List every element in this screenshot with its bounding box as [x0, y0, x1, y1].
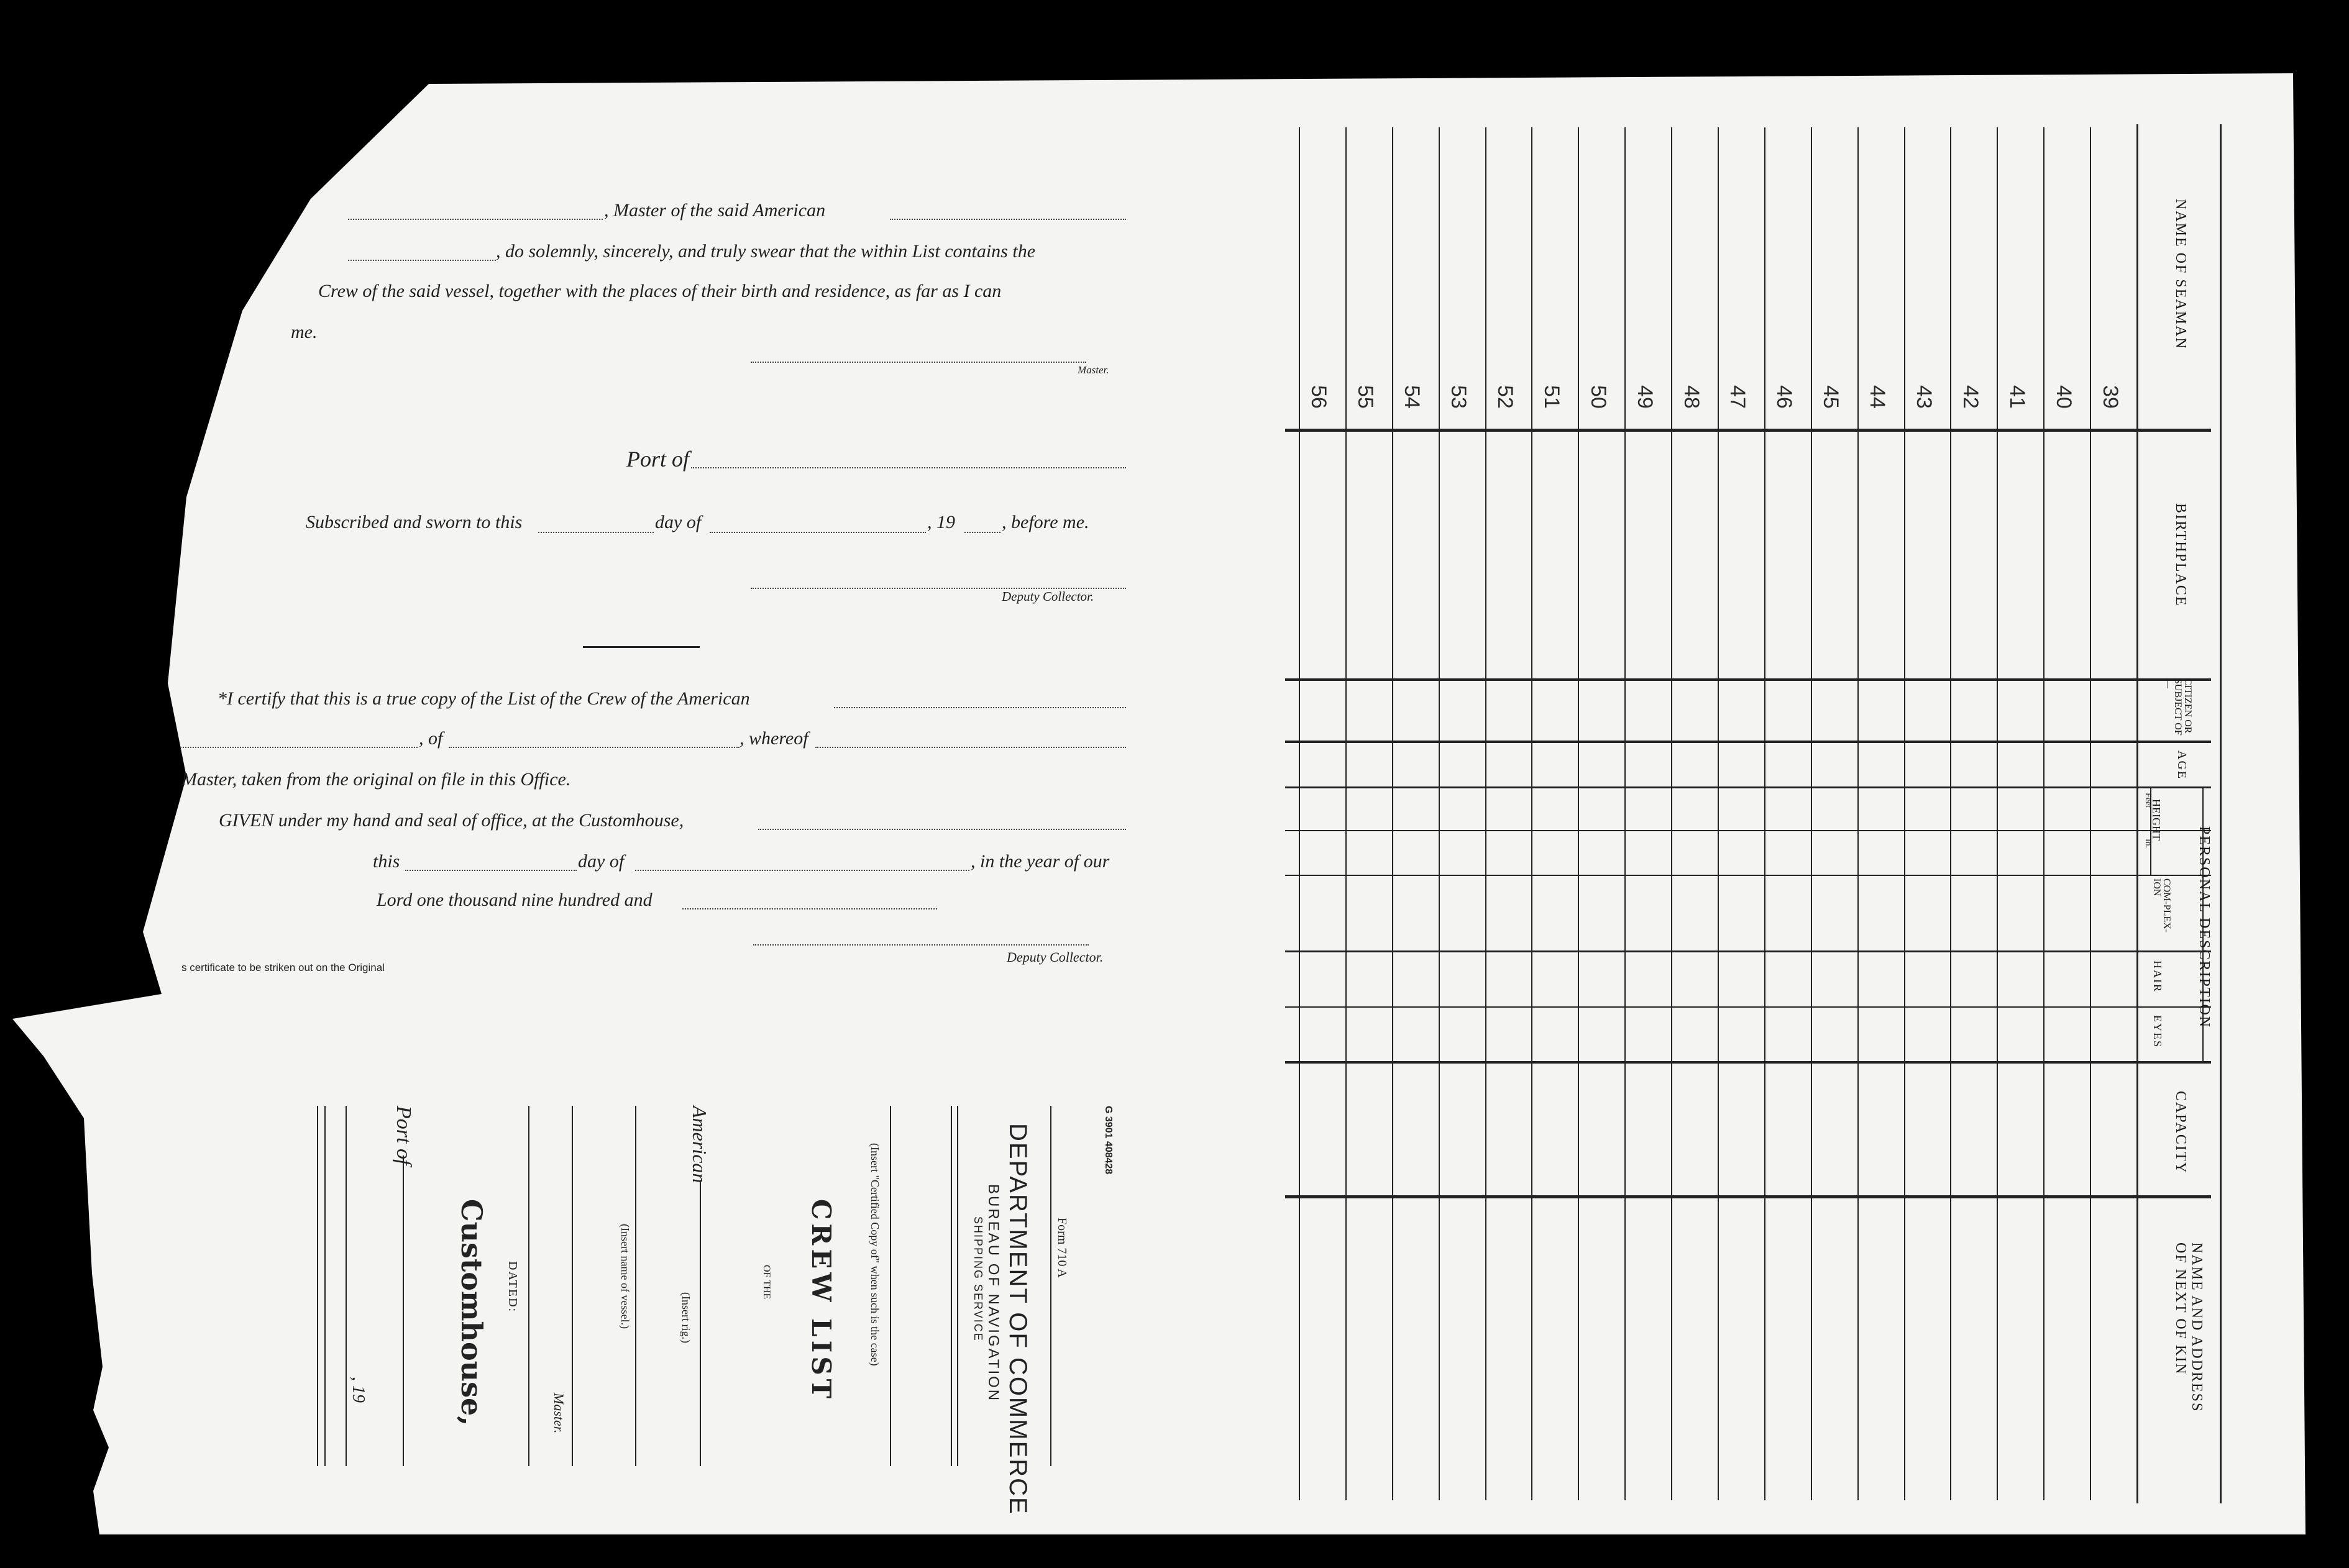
row-number: 46	[1772, 385, 1796, 409]
row-number: 41	[2005, 385, 2029, 409]
header-hair: HAIR	[2151, 960, 2164, 993]
port-of-label: Port of	[626, 447, 690, 472]
row-divider	[2090, 127, 2091, 1500]
row-divider	[1764, 127, 1765, 1500]
row-number: 40	[2052, 385, 2076, 409]
certificate-year: , in the year of our	[971, 851, 1110, 872]
certificate-of: , of	[419, 728, 443, 749]
row-divider	[1392, 127, 1393, 1500]
certificate-line4: GIVEN under my hand and seal of office, at the Customhouse,	[219, 810, 684, 831]
row-divider	[1439, 127, 1440, 1500]
header-height: HEIGHT	[2150, 799, 2163, 841]
subscribed-c: , 19	[927, 512, 955, 532]
row-number: 52	[1493, 385, 1517, 409]
deputy-collector-caption: Deputy Collector.	[1002, 589, 1094, 604]
certificate-deputy-collector: Deputy Collector.	[1007, 949, 1104, 965]
row-number: 55	[1353, 385, 1377, 409]
header-eyes: EYES	[2151, 1015, 2164, 1048]
row-divider	[1345, 127, 1347, 1500]
certificate-line3: Master, taken from the original on file in this Office.	[181, 769, 571, 790]
table-right-border	[2220, 124, 2222, 1503]
cover-nineteen: , 19	[349, 1377, 368, 1403]
row-number: 54	[1400, 385, 1424, 409]
row-number: 53	[1447, 385, 1470, 409]
field-divider	[1285, 830, 2211, 831]
row-divider	[1531, 127, 1532, 1500]
header-capacity: CAPACITY	[2173, 1091, 2189, 1174]
row-number: 50	[1587, 385, 1610, 409]
crew-list-title: CREW LIST	[806, 1199, 836, 1402]
row-divider	[1857, 127, 1859, 1500]
field-divider	[1285, 875, 2211, 876]
row-divider	[1578, 127, 1579, 1500]
service-title: SHIPPING SERVICE	[972, 1216, 984, 1342]
divider	[583, 646, 700, 648]
header-name-of-seaman: NAME OF SEAMAN	[2173, 199, 2189, 350]
row-number: 42	[1959, 385, 1982, 409]
header-age: AGE	[2175, 750, 2189, 780]
row-divider	[1811, 127, 1812, 1500]
row-number: 48	[1680, 385, 1703, 409]
row-divider	[1624, 127, 1626, 1500]
header-complexion: COM-PLEX-ION	[2151, 878, 2172, 933]
department-title: DEPARTMENT OF COMMERCE	[1004, 1123, 1032, 1515]
insert-vessel-note: (Insert name of vessel.)	[619, 1224, 631, 1329]
form-number: Form 710 A	[1055, 1218, 1069, 1278]
row-number: 47	[1726, 385, 1749, 409]
bureau-title: BUREAU OF NAVIGATION	[985, 1184, 1002, 1403]
row-divider	[1997, 127, 1998, 1500]
field-divider	[1285, 429, 2211, 432]
subscribed-b: day of	[655, 512, 702, 532]
insert-rig-note: (Insert rig.)	[680, 1292, 692, 1343]
row-divider	[1718, 127, 1719, 1500]
field-divider	[1285, 786, 2211, 788]
master-caption: Master.	[1078, 364, 1109, 376]
certificate-line6: Lord one thousand nine hundred and	[377, 890, 652, 910]
certificate-day-of: day of	[578, 851, 625, 872]
certificate-line1: *I certify that this is a true copy of the List of the Crew of the American	[218, 688, 750, 709]
crew-list-table	[1280, 122, 2226, 1503]
header-column-line	[2136, 124, 2138, 1503]
field-divider	[1285, 1195, 2211, 1198]
insert-certified-note: (Insert "Certified Copy of" when such is the case)	[869, 1143, 881, 1366]
row-number: 56	[1307, 385, 1330, 409]
row-number: 43	[1912, 385, 1936, 409]
field-divider	[1285, 741, 2211, 743]
subscribed-a: Subscribed and sworn to this	[306, 512, 523, 532]
row-number: 51	[1540, 385, 1564, 409]
field-divider	[1285, 1061, 2211, 1064]
header-birthplace: BIRTHPLACE	[2173, 503, 2189, 607]
oath-line4: me.	[291, 322, 318, 342]
customhouse-title: Customhouse,	[455, 1199, 488, 1426]
header-citizen: CITIZEN OR SUBJECT OF—	[2163, 678, 2193, 736]
cover-port-of: Port of	[392, 1106, 415, 1165]
header-next-of-kin: NAME AND ADDRESS OF NEXT OF KIN	[2173, 1242, 2205, 1413]
field-divider	[1285, 678, 2211, 681]
oath-line3: Crew of the said vessel, together with the places of their birth and residence, as far as I can	[318, 281, 1002, 301]
oath-line2: , do solemnly, sincerely, and truly swear that the within List contains the	[496, 241, 1036, 262]
row-divider	[2043, 127, 2044, 1500]
certificate-footnote: s certificate to be striken out on the Original	[181, 962, 385, 973]
dated-label: DATED:	[506, 1261, 520, 1313]
header-personal-description: PERSONAL DESCRIPTION	[2196, 826, 2212, 1029]
row-number: 39	[2099, 385, 2122, 409]
row-divider	[1950, 127, 1951, 1500]
row-divider	[1485, 127, 1486, 1500]
row-number: 49	[1633, 385, 1657, 409]
certificate-this: this	[373, 851, 400, 872]
american-label: American	[689, 1106, 711, 1183]
header-feet: Feet	[2143, 793, 2153, 808]
cover-master-label: Master.	[551, 1393, 567, 1434]
row-divider	[1299, 127, 1300, 1500]
oath-line1: , Master of the said American	[604, 200, 826, 221]
row-divider	[1671, 127, 1672, 1500]
subscribed-d: , before me.	[1002, 512, 1089, 532]
header-inches: In.	[2143, 839, 2153, 849]
row-number: 44	[1866, 385, 1889, 409]
field-divider	[1285, 1006, 2211, 1008]
row-divider	[1904, 127, 1905, 1500]
row-number: 45	[1819, 385, 1843, 409]
of-the-label: OF THE	[761, 1265, 772, 1300]
field-divider	[1285, 950, 2211, 952]
gpo-number: G 3901 408428	[1103, 1106, 1114, 1175]
certificate-whereof: , whereof	[740, 728, 808, 749]
